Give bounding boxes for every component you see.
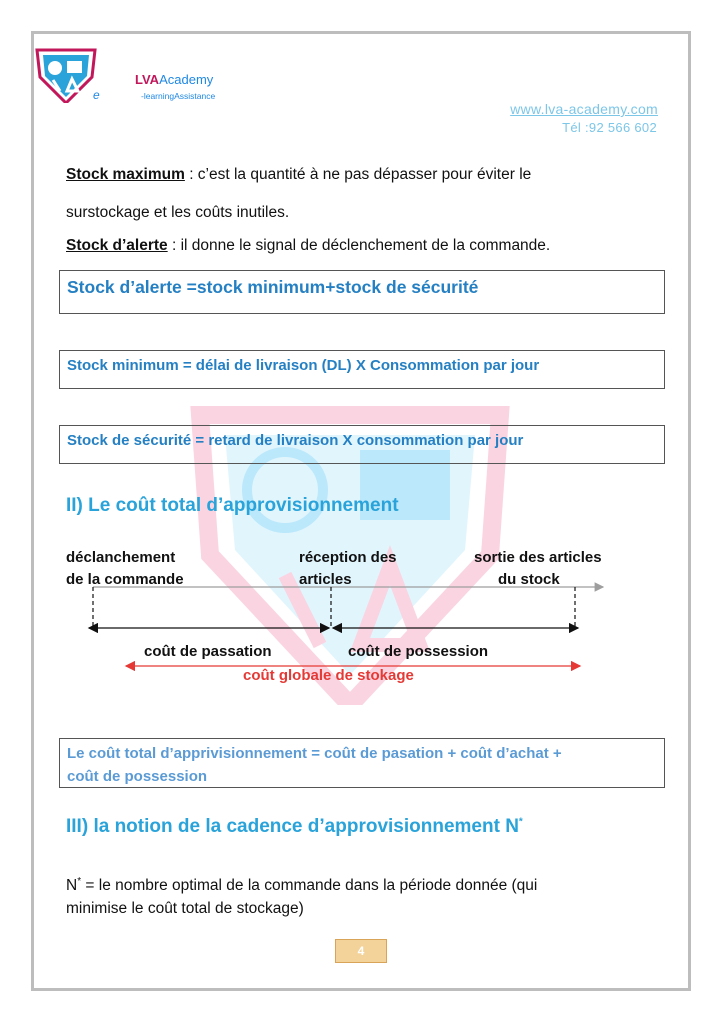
label-mid-2: articles [299,571,352,588]
website-link[interactable]: www.lva-academy.com [510,101,658,117]
stock-max-text-1: : c’est la quantité à ne pas dépasser pour éviter le [184,166,532,183]
phone-number: Tél :92 566 602 [562,120,657,135]
label-end-1: sortie des articles [474,549,602,566]
formula-securite: Stock de sécurité = retard de livraison X consommation par jour [67,432,524,449]
label-mid-1: réception des [299,549,397,566]
section-3-title-text: III) la notion de la cadence d’approvisionnement N [66,816,519,837]
formula-box-total [59,738,665,788]
formula-alerte: Stock d’alerte =stock minimum+stock de sécurité [67,277,479,297]
section-2-title: II) Le coût total d’approvisionnement [66,495,399,516]
brand-subtitle: -learningAssistance [141,91,216,101]
stock-alerte-term: Stock d’alerte [66,237,168,254]
brand-e: e [93,88,100,102]
label-start-2: de la commande [66,571,184,588]
brand-academy: Academy [159,72,214,87]
formula-minimum: Stock minimum = délai de livraison (DL) X Consommation par jour [67,357,540,374]
formula-total-line-1: Le coût total d’apprivisionnement = coût de pasation + coût d’achat + [67,745,562,762]
stock-max-line-2: surstockage et les coûts inutiles. [66,204,290,221]
page-number: 4 [335,939,387,963]
definition-line-2: minimise le coût total de stockage) [66,900,304,918]
definition-line-1: = le nombre optimal de la commande dans la période donnée (qui [81,877,538,895]
label-start-1: déclanchement [66,549,176,566]
definition-paragraph [66,870,537,920]
formula-total-line-2: coût de possession [67,768,208,785]
label-cost-global: coût globale de stokage [243,667,414,684]
label-end-2: du stock [498,571,560,588]
stock-max-term: Stock maximum [66,166,185,183]
section-3-title [66,816,523,838]
label-cost-possession: coût de possession [348,643,489,660]
label-cost-passation: coût de passation [144,643,272,660]
formula-total [67,742,562,788]
brand-lva: LVA [135,72,160,87]
section-3-title-sup: * [518,816,523,828]
definition-sup: * [77,876,82,887]
stock-alerte-text: : il donne le signal de déclenchement de la commande. [167,237,551,254]
definition-symbol: N [66,877,78,895]
